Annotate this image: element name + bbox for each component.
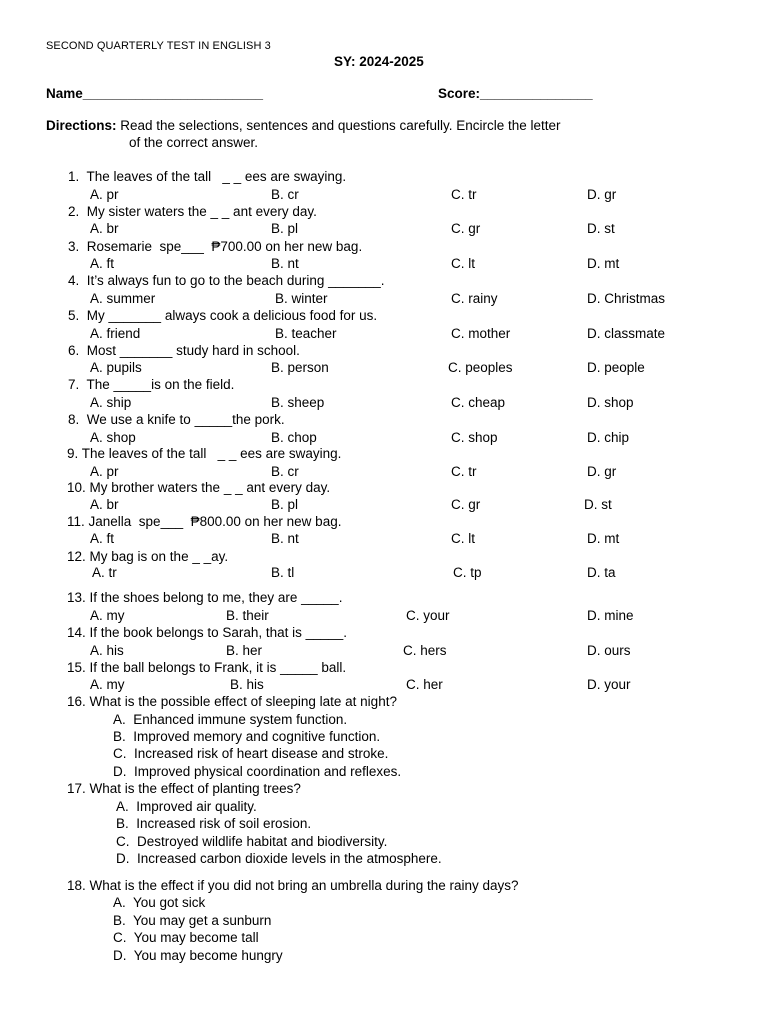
question-7-option-a[interactable]: A. ship <box>90 395 132 410</box>
question-12-option-b[interactable]: B. tl <box>271 565 295 580</box>
directions-label: Directions: <box>46 118 117 133</box>
question-10-option-c[interactable]: C. gr <box>451 497 481 512</box>
question-6-option-b[interactable]: B. person <box>271 360 329 375</box>
question-8-option-d[interactable]: D. chip <box>587 430 630 445</box>
question-18-option-b[interactable]: B. You may get a sunburn <box>113 913 272 928</box>
question-8-stem: 8. We use a knife to _____the pork. <box>68 412 285 427</box>
question-13-option-d[interactable]: D. mine <box>587 608 634 623</box>
question-17-option-d[interactable]: D. Increased carbon dioxide levels in the atmosphere. <box>116 851 442 866</box>
question-17-option-b[interactable]: B. Increased risk of soil erosion. <box>116 816 312 831</box>
question-1-option-a[interactable]: A. pr <box>90 187 119 202</box>
question-4-stem: 4. It’s always fun to go to the beach during _______. <box>68 273 385 288</box>
question-2-option-c[interactable]: C. gr <box>451 221 481 236</box>
question-16-option-c[interactable]: C. Increased risk of heart disease and stroke. <box>113 746 389 761</box>
question-7-stem: 7. The _____is on the field. <box>68 377 235 392</box>
question-9-option-c[interactable]: C. tr <box>451 464 477 479</box>
question-12-option-a[interactable]: A. tr <box>92 565 117 580</box>
question-5-stem: 5. My _______ always cook a delicious food for us. <box>68 308 378 323</box>
question-10-option-b[interactable]: B. pl <box>271 497 299 512</box>
question-15-option-c[interactable]: C. her <box>406 677 443 692</box>
question-9-stem: 9. The leaves of the tall _ _ ees are swaying. <box>67 446 342 461</box>
question-11-option-d[interactable]: D. mt <box>587 531 620 546</box>
question-14-option-c[interactable]: C. hers <box>403 643 447 658</box>
question-6-stem: 6. Most _______ study hard in school. <box>68 343 300 358</box>
question-6-option-c[interactable]: C. peoples <box>448 360 513 375</box>
question-13-stem: 13. If the shoes belong to me, they are _____. <box>67 590 343 605</box>
question-6-option-a[interactable]: A. pupils <box>90 360 142 375</box>
question-2-option-d[interactable]: D. st <box>587 221 615 236</box>
question-12-option-c[interactable]: C. tp <box>453 565 482 580</box>
question-14-stem: 14. If the book belongs to Sarah, that is _____. <box>67 625 347 640</box>
question-2-option-a[interactable]: A. br <box>90 221 119 236</box>
question-9-option-b[interactable]: B. cr <box>271 464 299 479</box>
question-11-option-a[interactable]: A. ft <box>90 531 115 546</box>
score-field: Score:_______________ <box>438 86 593 101</box>
directions-line2: of the correct answer. <box>129 135 259 150</box>
question-3-option-b[interactable]: B. nt <box>271 256 299 271</box>
question-3-option-a[interactable]: A. ft <box>90 256 115 271</box>
question-16-stem: 16. What is the possible effect of sleeping late at night? <box>67 694 397 709</box>
question-10-stem: 10. My brother waters the _ _ ant every day. <box>67 480 331 495</box>
question-7-option-c[interactable]: C. cheap <box>451 395 506 410</box>
question-5-option-c[interactable]: C. mother <box>451 326 511 341</box>
question-15-option-a[interactable]: A. my <box>90 677 125 692</box>
question-9-option-a[interactable]: A. pr <box>90 464 119 479</box>
question-9-option-d[interactable]: D. gr <box>587 464 617 479</box>
question-8-option-b[interactable]: B. chop <box>271 430 317 445</box>
question-1-stem: 1. The leaves of the tall _ _ ees are swaying. <box>68 169 347 184</box>
question-14-option-a[interactable]: A. his <box>90 643 124 658</box>
question-13-option-c[interactable]: C. your <box>406 608 450 623</box>
question-5-option-b[interactable]: B. teacher <box>275 326 337 341</box>
question-4-option-b[interactable]: B. winter <box>275 291 328 306</box>
question-15-stem: 15. If the ball belongs to Frank, it is _____ ball. <box>67 660 347 675</box>
question-10-option-a[interactable]: A. br <box>90 497 119 512</box>
school-year: SY: 2024-2025 <box>334 54 424 69</box>
question-2-stem: 2. My sister waters the _ _ ant every day. <box>68 204 317 219</box>
question-10-option-d[interactable]: D. st <box>584 497 612 512</box>
question-7-option-b[interactable]: B. sheep <box>271 395 325 410</box>
question-6-option-d[interactable]: D. people <box>587 360 645 375</box>
question-11-option-b[interactable]: B. nt <box>271 531 299 546</box>
question-12-stem: 12. My bag is on the _ _ay. <box>67 549 229 564</box>
question-18-option-d[interactable]: D. You may become hungry <box>113 948 283 963</box>
question-18-stem: 18. What is the effect if you did not bring an umbrella during the rainy days? <box>67 878 519 893</box>
question-11-option-c[interactable]: C. lt <box>451 531 476 546</box>
question-1-option-c[interactable]: C. tr <box>451 187 477 202</box>
question-14-option-b[interactable]: B. her <box>226 643 263 658</box>
question-18-option-a[interactable]: A. You got sick <box>113 895 206 910</box>
question-17-option-c[interactable]: C. Destroyed wildlife habitat and biodiversity. <box>116 834 388 849</box>
question-18-option-c[interactable]: C. You may become tall <box>113 930 259 945</box>
question-11-stem: 11. Janella spe___ ₱800.00 on her new bag. <box>67 514 342 529</box>
directions-line1: Read the selections, sentences and questions carefully. Encircle the letter <box>116 118 561 133</box>
question-16-option-d[interactable]: D. Improved physical coordination and reflexes. <box>113 764 402 779</box>
question-13-option-b[interactable]: B. their <box>226 608 269 623</box>
question-16-option-b[interactable]: B. Improved memory and cognitive function. <box>113 729 381 744</box>
question-15-option-d[interactable]: D. your <box>587 677 631 692</box>
question-3-stem: 3. Rosemarie spe___ ₱700.00 on her new bag. <box>68 239 363 254</box>
question-3-option-c[interactable]: C. lt <box>451 256 476 271</box>
question-16-option-a[interactable]: A. Enhanced immune system function. <box>113 712 348 727</box>
question-4-option-a[interactable]: A. summer <box>90 291 156 306</box>
question-3-option-d[interactable]: D. mt <box>587 256 620 271</box>
question-12-option-d[interactable]: D. ta <box>587 565 616 580</box>
directions <box>46 118 561 133</box>
question-8-option-a[interactable]: A. shop <box>90 430 136 445</box>
question-2-option-b[interactable]: B. pl <box>271 221 299 236</box>
question-5-option-a[interactable]: A. friend <box>90 326 141 341</box>
question-5-option-d[interactable]: D. classmate <box>587 326 666 341</box>
question-15-option-b[interactable]: B. his <box>230 677 264 692</box>
question-17-option-a[interactable]: A. Improved air quality. <box>116 799 257 814</box>
question-4-option-c[interactable]: C. rainy <box>451 291 498 306</box>
question-13-option-a[interactable]: A. my <box>90 608 125 623</box>
question-7-option-d[interactable]: D. shop <box>587 395 634 410</box>
name-field: Name________________________ <box>46 86 263 101</box>
question-1-option-b[interactable]: B. cr <box>271 187 299 202</box>
question-8-option-c[interactable]: C. shop <box>451 430 498 445</box>
question-1-option-d[interactable]: D. gr <box>587 187 617 202</box>
question-14-option-d[interactable]: D. ours <box>587 643 631 658</box>
question-17-stem: 17. What is the effect of planting trees? <box>67 781 301 796</box>
question-4-option-d[interactable]: D. Christmas <box>587 291 666 306</box>
test-title: SECOND QUARTERLY TEST IN ENGLISH 3 <box>46 40 271 52</box>
